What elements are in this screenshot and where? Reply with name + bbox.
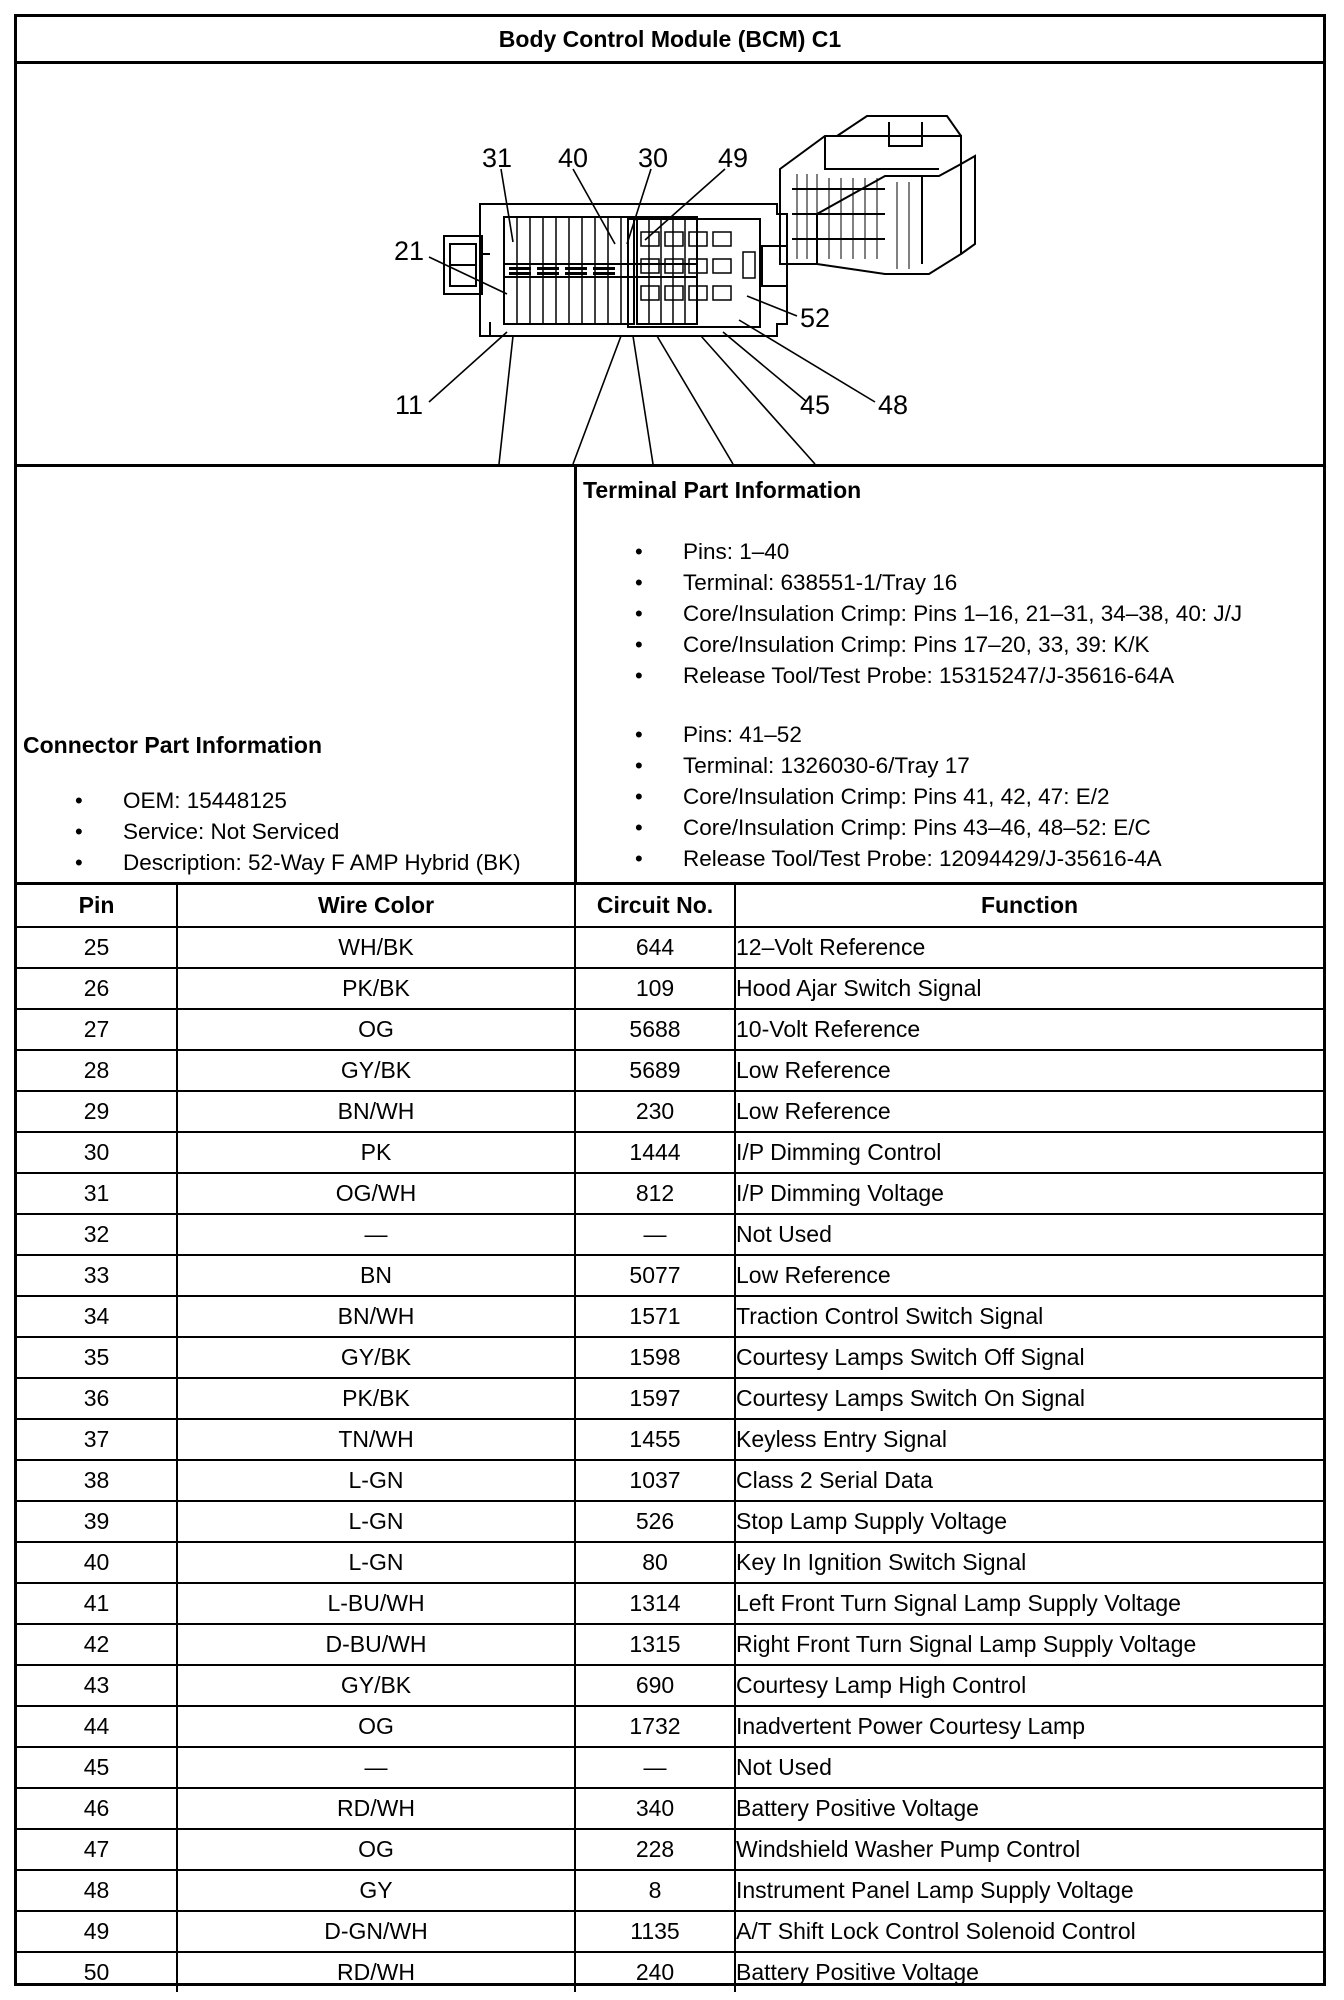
function-cell: Low Reference	[735, 1050, 1323, 1091]
function-cell: Windshield Washer Pump Control	[735, 1829, 1323, 1870]
pin-cell: 44	[17, 1706, 177, 1747]
table-row	[17, 1870, 1323, 1911]
callout-40: 40	[557, 143, 589, 173]
circuit-cell: 1571	[575, 1296, 735, 1337]
wire-color-cell: RD/WH	[177, 1788, 575, 1829]
circuit-cell: 526	[575, 1501, 735, 1542]
circuit-cell: 1444	[575, 1132, 735, 1173]
connector-diagram	[17, 64, 1323, 467]
pin-cell: 36	[17, 1378, 177, 1419]
table-row	[17, 1214, 1323, 1255]
function-cell: 12–Volt Reference	[735, 927, 1323, 968]
list-item: • Service: Not Serviced	[23, 816, 570, 847]
function-cell: Battery Positive Voltage	[735, 1952, 1323, 1992]
wire-color-cell: RD/WH	[177, 1952, 575, 1992]
wire-color-cell: PK/BK	[177, 968, 575, 1009]
list-item: • Terminal: 638551-1/Tray 16	[583, 567, 1319, 598]
table-row	[17, 1337, 1323, 1378]
pin-cell: 26	[17, 968, 177, 1009]
terminal-info-group-2	[583, 719, 1319, 874]
table-row	[17, 1542, 1323, 1583]
wire-color-cell: L-BU/WH	[177, 1583, 575, 1624]
function-cell: Instrument Panel Lamp Supply Voltage	[735, 1870, 1323, 1911]
pin-cell: 40	[17, 1542, 177, 1583]
wire-color-cell: WH/BK	[177, 927, 575, 968]
list-item: • Core/Insulation Crimp: Pins 1–16, 21–31, 34–38, 40: J/J	[583, 598, 1319, 629]
circuit-cell: 5689	[575, 1050, 735, 1091]
wire-color-cell: L-GN	[177, 1501, 575, 1542]
pin-cell: 50	[17, 1952, 177, 1992]
header-wire-color: Wire Color	[177, 885, 575, 927]
wire-color-cell: D-GN/WH	[177, 1911, 575, 1952]
terminal-part-info	[577, 467, 1323, 882]
circuit-cell: 1037	[575, 1460, 735, 1501]
wire-color-cell: BN/WH	[177, 1296, 575, 1337]
callout-45: 45	[799, 390, 831, 420]
table-row	[17, 1829, 1323, 1870]
function-cell: Not Used	[735, 1214, 1323, 1255]
function-cell: Class 2 Serial Data	[735, 1460, 1323, 1501]
circuit-cell: 1135	[575, 1911, 735, 1952]
circuit-cell: 812	[575, 1173, 735, 1214]
table-row	[17, 968, 1323, 1009]
pin-cell: 49	[17, 1911, 177, 1952]
function-cell: Not Used	[735, 1747, 1323, 1788]
pin-cell: 32	[17, 1214, 177, 1255]
terminal-info-group-1	[583, 536, 1319, 691]
pin-cell: 27	[17, 1009, 177, 1050]
table-row	[17, 1009, 1323, 1050]
function-cell: 10-Volt Reference	[735, 1009, 1323, 1050]
pin-cell: 33	[17, 1255, 177, 1296]
table-row	[17, 1624, 1323, 1665]
header-pin: Pin	[17, 885, 177, 927]
circuit-cell: 1314	[575, 1583, 735, 1624]
function-cell: Stop Lamp Supply Voltage	[735, 1501, 1323, 1542]
table-row	[17, 1501, 1323, 1542]
table-row	[17, 1050, 1323, 1091]
table-row	[17, 1460, 1323, 1501]
pin-cell: 34	[17, 1296, 177, 1337]
table-row	[17, 1952, 1323, 1992]
circuit-cell: 109	[575, 968, 735, 1009]
wire-color-cell: BN/WH	[177, 1091, 575, 1132]
function-cell: A/T Shift Lock Control Solenoid Control	[735, 1911, 1323, 1952]
table-row	[17, 1788, 1323, 1829]
table-row	[17, 1747, 1323, 1788]
function-cell: Hood Ajar Switch Signal	[735, 968, 1323, 1009]
function-cell: Left Front Turn Signal Lamp Supply Voltage	[735, 1583, 1323, 1624]
wire-color-cell: OG/WH	[177, 1173, 575, 1214]
connector-face-drawing	[17, 64, 1323, 464]
pin-cell: 47	[17, 1829, 177, 1870]
callout-49: 49	[717, 143, 749, 173]
circuit-cell: 240	[575, 1952, 735, 1992]
wire-color-cell: GY/BK	[177, 1050, 575, 1091]
header-circuit-no: Circuit No.	[575, 885, 735, 927]
pin-cell: 25	[17, 927, 177, 968]
pin-cell: 31	[17, 1173, 177, 1214]
function-cell: Key In Ignition Switch Signal	[735, 1542, 1323, 1583]
wire-color-cell: OG	[177, 1829, 575, 1870]
function-cell: Keyless Entry Signal	[735, 1419, 1323, 1460]
wire-color-cell: PK/BK	[177, 1378, 575, 1419]
table-row	[17, 1583, 1323, 1624]
table-row	[17, 1091, 1323, 1132]
table-row	[17, 1255, 1323, 1296]
circuit-cell: 80	[575, 1542, 735, 1583]
function-cell: Courtesy Lamps Switch On Signal	[735, 1378, 1323, 1419]
table-row	[17, 1911, 1323, 1952]
wire-color-cell: —	[177, 1747, 575, 1788]
circuit-cell: 644	[575, 927, 735, 968]
wire-color-cell: GY/BK	[177, 1337, 575, 1378]
header-function: Function	[735, 885, 1323, 927]
list-item: • Core/Insulation Crimp: Pins 43–46, 48–52: E/C	[583, 812, 1319, 843]
list-item: • Core/Insulation Crimp: Pins 17–20, 33, 39: K/K	[583, 629, 1319, 660]
circuit-cell: 1455	[575, 1419, 735, 1460]
wire-color-cell: —	[177, 1214, 575, 1255]
list-item: • Description: 52-Way F AMP Hybrid (BK)	[23, 847, 570, 878]
function-cell: Traction Control Switch Signal	[735, 1296, 1323, 1337]
callout-31: 31	[481, 143, 513, 173]
pin-cell: 28	[17, 1050, 177, 1091]
circuit-cell: 8	[575, 1870, 735, 1911]
callout-21: 21	[393, 236, 425, 266]
function-cell: I/P Dimming Control	[735, 1132, 1323, 1173]
wire-color-cell: PK	[177, 1132, 575, 1173]
wire-color-cell: GY	[177, 1870, 575, 1911]
function-cell: Low Reference	[735, 1255, 1323, 1296]
circuit-cell: 1597	[575, 1378, 735, 1419]
list-item: • Core/Insulation Crimp: Pins 41, 42, 47: E/2	[583, 781, 1319, 812]
list-item: • Pins: 1–40	[583, 536, 1319, 567]
circuit-cell: 1315	[575, 1624, 735, 1665]
circuit-cell: 5688	[575, 1009, 735, 1050]
pin-cell: 43	[17, 1665, 177, 1706]
table-row	[17, 1378, 1323, 1419]
function-cell: Courtesy Lamps Switch Off Signal	[735, 1337, 1323, 1378]
part-information	[17, 467, 1323, 885]
list-item: • Release Tool/Test Probe: 12094429/J-35616-4A	[583, 843, 1319, 874]
table-row	[17, 1706, 1323, 1747]
list-item: • Release Tool/Test Probe: 15315247/J-35616-64A	[583, 660, 1319, 691]
circuit-cell: 5077	[575, 1255, 735, 1296]
callout-11: 11	[394, 390, 424, 420]
wire-color-cell: L-GN	[177, 1542, 575, 1583]
wire-color-cell: BN	[177, 1255, 575, 1296]
callout-48: 48	[877, 390, 909, 420]
circuit-cell: 690	[575, 1665, 735, 1706]
connector-info-heading: Connector Part Information	[23, 732, 323, 758]
table-row	[17, 1296, 1323, 1337]
circuit-cell: —	[575, 1747, 735, 1788]
page-title: Body Control Module (BCM) C1	[17, 17, 1323, 64]
pin-cell: 46	[17, 1788, 177, 1829]
pin-cell: 39	[17, 1501, 177, 1542]
circuit-cell: 340	[575, 1788, 735, 1829]
wire-color-cell: GY/BK	[177, 1665, 575, 1706]
function-cell: Right Front Turn Signal Lamp Supply Voltage	[735, 1624, 1323, 1665]
callout-52: 52	[799, 303, 831, 333]
table-row	[17, 1173, 1323, 1214]
pin-cell: 48	[17, 1870, 177, 1911]
table-row	[17, 927, 1323, 968]
function-cell: Low Reference	[735, 1091, 1323, 1132]
pin-cell: 30	[17, 1132, 177, 1173]
circuit-cell: 1598	[575, 1337, 735, 1378]
wire-color-cell: OG	[177, 1009, 575, 1050]
function-cell: Inadvertent Power Courtesy Lamp	[735, 1706, 1323, 1747]
terminal-info-heading: Terminal Part Information	[583, 477, 862, 503]
table-header-row	[17, 885, 1323, 927]
wire-color-cell: L-GN	[177, 1460, 575, 1501]
circuit-cell: 228	[575, 1829, 735, 1870]
callout-30: 30	[637, 143, 669, 173]
pin-cell: 38	[17, 1460, 177, 1501]
connector-part-info	[17, 467, 577, 882]
pin-cell: 42	[17, 1624, 177, 1665]
pin-cell: 29	[17, 1091, 177, 1132]
wire-color-cell: TN/WH	[177, 1419, 575, 1460]
function-cell: I/P Dimming Voltage	[735, 1173, 1323, 1214]
function-cell: Battery Positive Voltage	[735, 1788, 1323, 1829]
list-item: • Terminal: 1326030-6/Tray 17	[583, 750, 1319, 781]
circuit-cell: —	[575, 1214, 735, 1255]
function-cell: Courtesy Lamp High Control	[735, 1665, 1323, 1706]
circuit-cell: 230	[575, 1091, 735, 1132]
pin-cell: 35	[17, 1337, 177, 1378]
pin-cell: 41	[17, 1583, 177, 1624]
table-row	[17, 1665, 1323, 1706]
connector-info-list	[23, 785, 570, 878]
table-row	[17, 1132, 1323, 1173]
table-row	[17, 1419, 1323, 1460]
pin-cell: 45	[17, 1747, 177, 1788]
wire-color-cell: OG	[177, 1706, 575, 1747]
pinout-sheet	[14, 14, 1326, 1986]
circuit-cell: 1732	[575, 1706, 735, 1747]
pinout-table	[17, 885, 1323, 1992]
wire-color-cell: D-BU/WH	[177, 1624, 575, 1665]
pin-cell: 37	[17, 1419, 177, 1460]
list-item: • OEM: 15448125	[23, 785, 570, 816]
list-item: • Pins: 41–52	[583, 719, 1319, 750]
